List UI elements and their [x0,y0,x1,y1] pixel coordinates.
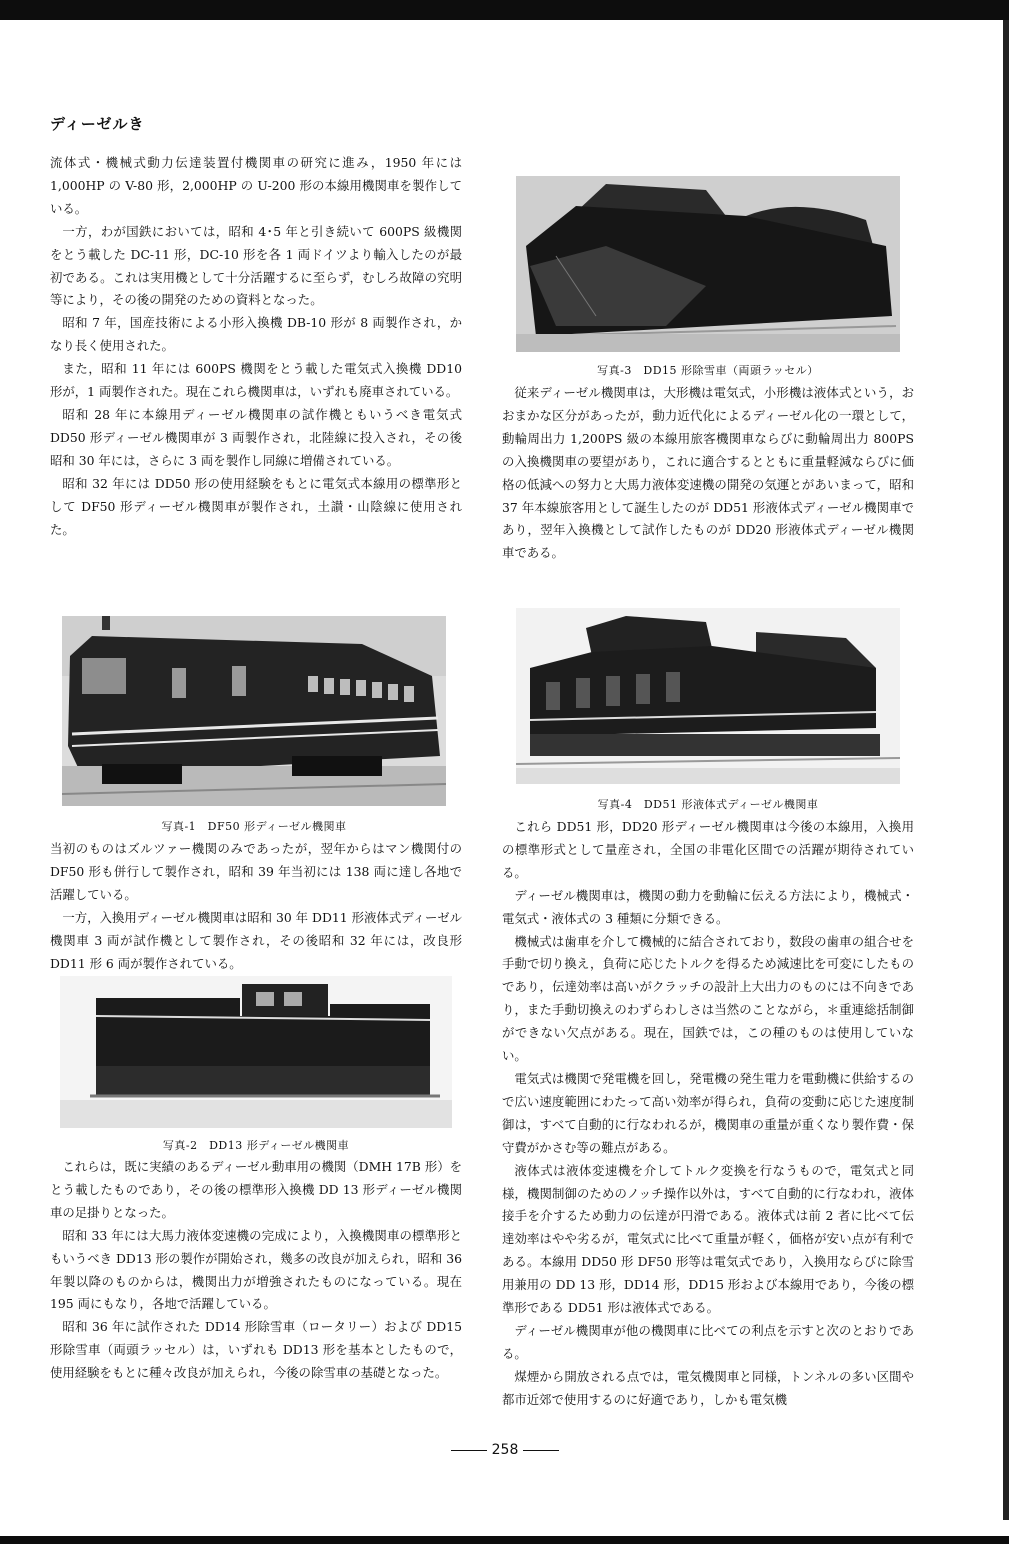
photo-dd51-caption: 写真-4 DD51 形液体式ディーゼル機関車 [597,798,819,811]
paragraph: 昭和 33 年には大馬力液体変速機の完成により，入換機関車の標準形ともいうべき DD13 形の製作が開始され，幾多の改良が加えられ，昭和 36 年製以降のものからは，機関出力が増強されたものになっている。現在 195 両にもなり，各地で活躍している。 [50,1227,462,1312]
scan-right-border [1003,20,1009,1520]
right-column-middle [502,382,914,592]
page-number-rule-right [523,1450,559,1451]
paragraph: これら DD51 形，DD20 形ディーゼル機関車は今後の本線用，入換用の標準形式として量産され，全国の非電化区間での活躍が期待されている。 [502,819,914,880]
photo-dd51 [516,608,900,784]
paragraph: 昭和 7 年，国産技術による小形入換機 DB-10 形が 8 両製作され，かなり長く使用された。 [50,315,462,354]
paragraph: 機械式は歯車を介して機械的に結合されており，数段の歯車の組合せを手動で切り換え，負荷に応じたトルクを得るため減速比を可変にしたものであり，伝達効率は高いがクラッチの設計上大出力のものには不向きであり，また手動切換えのわずらわしさは当然のことながら，＊重連総括制御ができない欠点がある。現在，国鉄では，この種のものは使用していない。 [502,933,914,1064]
paragraph: また，昭和 11 年には 600PS 機関をとう載した電気式入換機 DD10 形が，1 両製作された。現在これら機関車は，いずれも廃車されている。 [50,361,462,400]
paragraph: 従来ディーゼル機関車は，大形機は電気式，小形機は液体式という，おおまかな区分があったが，動力近代化によるディーゼル化の一環として，動輪周出力 1,200PS 級の本線用旅客機関車ならびに動輪周出力 800PS の入換機関車の要望があり，これに適合するとともに重量軽減ならびに価格の低減への努力と大馬力液体変速機の開発の気運とがあいまって，昭和 37 年本線旅客用として誕生したのが DD51 形液体式ディーゼル機関車であり，翌年入換機として試作したものが DD20 形液体式ディーゼル機関車である。 [502,385,914,561]
page-number [430,1442,580,1458]
paragraph: 煤煙から開放される点では，電気機関車と同様，トンネルの多い区間や都市近郊で使用するのに好適であり，しかも電気機 [502,1368,914,1407]
paragraph: これらは，既に実績のあるディーゼル動車用の機関（DMH 17B 形）をとう載したものであり，その後の標準形入換機 DD 13 形ディーゼル機関車の足掛りとなった。 [50,1159,462,1220]
photo-dd15 [516,176,900,352]
photo-df50-caption: 写真-1 DF50 形ディーゼル機関車 [161,820,347,833]
section-heading: ディーゼルき [50,115,145,133]
page-number-text: 258 [491,1442,519,1458]
paragraph: ディーゼル機関車は，機関の動力を動輪に伝える方法により，機械式・電気式・液体式の 3 種類に分類できる。 [502,887,914,926]
paragraph: 一方，入換用ディーゼル機関車は昭和 30 年 DD11 形液体式ディーゼル機関車 3 両が試作機として製作され，その後昭和 32 年には，改良形 DD11 形 6 両が製作されている。 [50,909,462,971]
paragraph: ディーゼル機関車が他の機関車に比べての利点を示すと次のとおりである。 [502,1322,914,1361]
paragraph: 昭和 32 年には DD50 形の使用経験をもとに電気式本線用の標準形として DF50 形ディーゼル機関車が製作され，土讃・山陰線に使用された。 [50,475,462,537]
photo-dd13-caption: 写真-2 DD13 形ディーゼル機関車 [162,1139,350,1152]
left-column-middle [50,838,462,978]
paragraph: 流体式・機械式動力伝達装置付機関車の研究に進み，1950 年には 1,000HP の V-80 形，2,000HP の U-200 形の本線用機関車を製作している。 [50,155,462,216]
photo-df50 [62,616,446,806]
paragraph: 液体式は液体変速機を介してトルク変換を行なうもので，電気式と同様，機関制御のためのノッチ操作以外は，すべて自動的に行なわれ，液体接手を介するため動力の伝達が円滑である。液体式は前 2 者に比べて伝達効率はやや劣るが，電気式に比べて重量が軽く，価格が安い点が有利である。本線用 DD50 形 DF50 形等は電気式であり，入換用ならびに除雪用兼用の DD 13 形，DD14 形，DD15 形および本線用であり，今後の標準形である DD51 形は液体式である。 [502,1162,914,1316]
paragraph: 昭和 28 年に本線用ディーゼル機関車の試作機ともいうべき電気式 DD50 形ディーゼル機関車が 3 両製作され，北陸線に投入され，その後昭和 30 年には，さらに 3 両を製作し同線に増備されている。 [50,406,462,468]
scan-top-border [0,0,1009,20]
photo-dd15-caption: 写真-3 DD15 形除雪車（両頭ラッセル） [597,364,819,377]
left-column-top [50,152,462,612]
right-column-bottom [502,816,914,1438]
left-column-bottom [50,1156,462,1436]
paragraph: 昭和 36 年に試作された DD14 形除雪車（ロータリー）および DD15 形除雪車（両頭ラッセル）は，いずれも DD13 形を基本としたもので，使用経験をもとに種々改良が加えられ，今後の除雪車の基礎となった。 [50,1319,462,1381]
photo-dd13 [60,976,452,1128]
paragraph: 当初のものはズルツァー機関のみであったが，翌年からはマン機関付の DF50 形も併行して製作され，昭和 39 年当初には 138 両に達し各地で活躍している。 [50,841,462,902]
paragraph: 一方，わが国鉄においては，昭和 4･5 年と引き続いて 600PS 級機関をとう載した DC-11 形，DC-10 形を各 1 両ドイツより輸入したのが最初である。これは実用機として十分活躍するに至らず，むしろ故障の究明等により，その後の開発のための資料となった。 [50,223,462,308]
paragraph: 電気式は機関で発電機を回し，発電機の発生電力を電動機に供給するので広い速度範囲にわたって高い効率が得られ，負荷の変動に応じた速度制御は，すべて自動的に行なわれるが，機関車の重量が重くなり製作費・保守費がかさむ等の難点がある。 [502,1070,914,1155]
scan-bottom-border [0,1536,1009,1544]
page-number-rule-left [451,1450,487,1451]
